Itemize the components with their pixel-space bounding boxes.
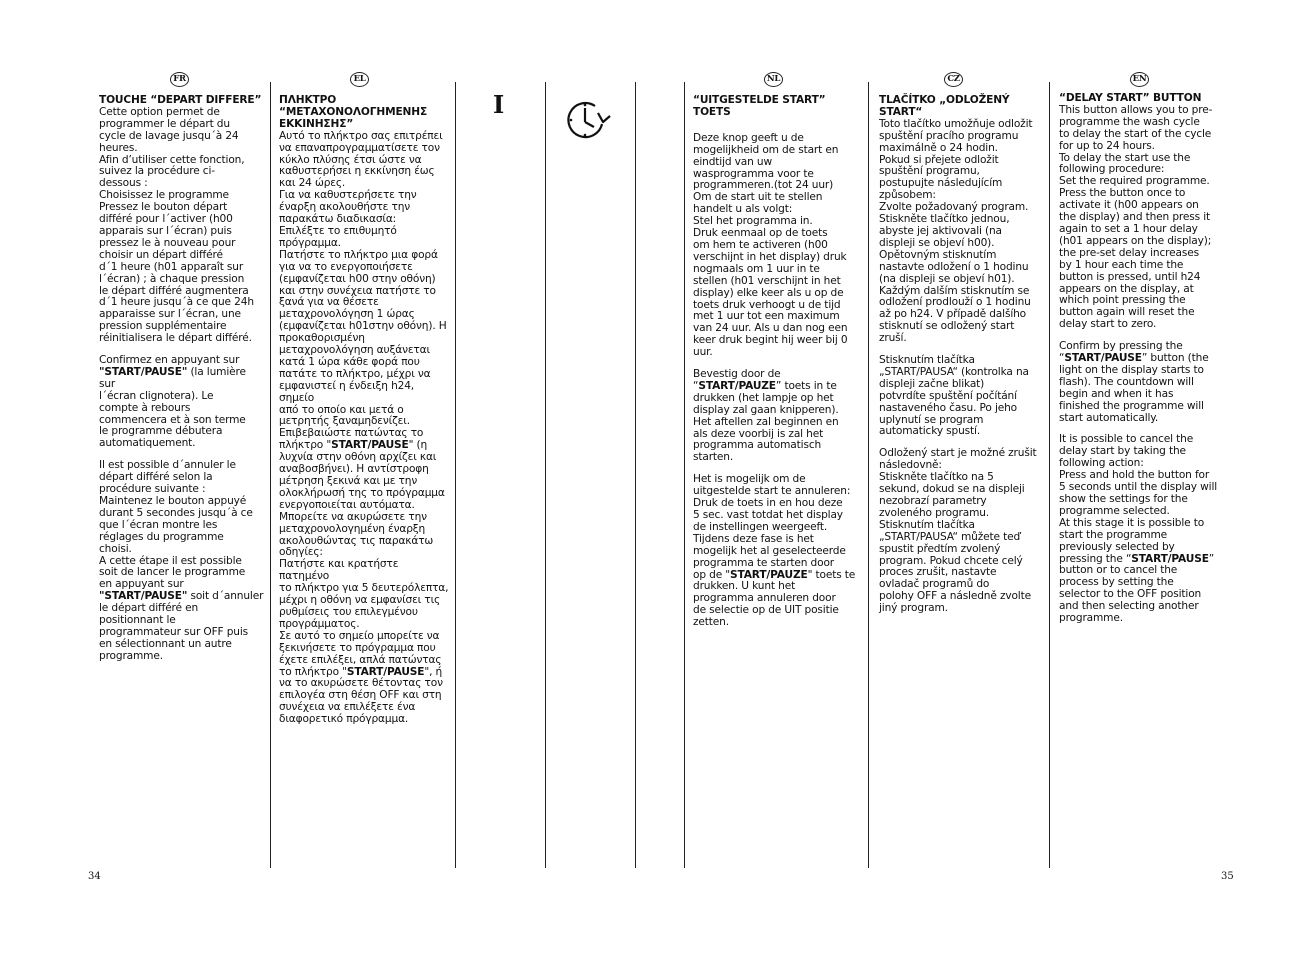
- heading-fr: TOUCHE “DEPART DIFFERE”: [99, 94, 262, 106]
- column-divider: [635, 82, 636, 868]
- paragraph: This button allows you to pre- programme the wash cycle to delay the start of the cycle for up to 24 hours. To delay the start use the following procedure: Set the required programme. Press the button once to activate it (h00 appears on the display) and then press it again to set a 1 hour delay (h01 appears on the display); the pre-set delay increases by 1 hour each time the button is pressed, until h24 appears on the display, at which point pressing the button again will reset the delay start to zero.: [1059, 103, 1213, 331]
- paragraph: Odložený start je možné zrušit následovně: Stiskněte tlačítko na 5 sekund, dokud se na displeji nezobrazí parametry zvoleného programu. Stisknutím tlačítka „START/PAUSA“ můžete teď spustit předtím zvolený program. Pokud chcete celý proces zrušit, nastavte ovladač programů do polohy OFF a následně zvolte jiný program.: [879, 447, 1037, 615]
- column-divider: [1049, 82, 1050, 868]
- column-nl: [693, 95, 863, 639]
- paragraph: Bevestig door de “START/PAUZE” toets in te drukken (het lampje op het display zal gaan knipperen). Het aftellen zal beginnen en als deze voorbij is zal het programma automatisch starten.: [693, 368, 839, 464]
- heading-el: ΠΛΗΚΤΡΟ “ΜΕΤΑΧΟΝΟΛΟΓΗΜΕΝΗΣ ΕΚΚΙΝΗΣΗΣ”: [279, 94, 428, 130]
- column-fr: [99, 95, 264, 673]
- column-divider: [545, 82, 546, 868]
- paragraph: Toto tlačítko umožňuje odložit spuštění pracího programu maximálně o 24 hodin. Pokud si přejete odložit spuštění programu, postupujte následujícím způsobem: Zvolte požadovaný program. Stiskněte tlačítko jednou, abyste jej aktivovali (na displeji se objeví h00). Opětovným stisknutím nastavte odložení o 1 hodinu (na displeji se objeví h01). Každým dalším stisknutím se odložení prodlouží o 1 hodinu až po h24. V případě dalšího stisknutí se odložený start zruší.: [879, 117, 1033, 345]
- heading-nl: “UITGESTELDE START” TOETS: [693, 94, 826, 118]
- heading-en: “DELAY START” BUTTON: [1059, 92, 1202, 104]
- delay-clock-icon: [565, 98, 613, 144]
- column-cz: [879, 95, 1045, 625]
- page-number-left: 34: [88, 871, 101, 882]
- paragraph: Stisknutím tlačítka „START/PAUSA“ (kontrolka na displeji začne blikat) potvrdíte spuštění počítání nastaveného času. Po jeho uplynutí se program automaticky spustí.: [879, 354, 1029, 438]
- paragraph: Confirmez en appuyant sur "START/PAUSE" (la lumière sur l´écran clignotera). Le compte à rebours commencera et à son terme le programme débutera automatiquement.: [99, 354, 246, 450]
- column-divider: [684, 82, 685, 868]
- paragraph: Il est possible d´annuler le départ différé selon la procédure suivante : Maintenez le bouton appuyé durant 5 secondes jusqu´à ce que l´écran montre les réglages du programme choisi. A cette étape il est possible soit de lancer le programme en appuyant sur "START/PAUSE" soit d´annuler le départ différé en positionnant le programmateur sur OFF puis en sélectionnant un autre programme.: [99, 459, 264, 662]
- paragraph: Αυτό το πλήκτρο σας επιτρέπει να επαναπρογραμματίσετε τον κύκλο πλύσης έτσι ώστε να καθυστερήσει η εκκίνηση έως και 24 ώρες. Για να καθυστερήσετε την έναρξη ακολουθήστε την παρακάτω διαδικασία: Επιλέξτε το επιθυμητό πρόγραμμα. Πατήστε το πλήκτρο μια φορά για να το ενεργοποιήσετε (εμφανίζεται h00 στην οθόνη) και στην συνέχεια πατήστε το ξανά για να θέσετε μεταχρονολόγηση 1 ώρας (εμφανίζεται h01στην οθόνη). Η προκαθορισμένη μεταχρονολόγηση αυξάνεται κατά 1 ώρα κάθε φορά που πατάτε το πλήκτρο, μέχρι να εμφανιστεί η ένδειξη h24, σημείο από το οποίο και μετά ο μετρητής ξαναμηδενίζει. Επιβεβαιώστε πατώντας το πλήκτρο "START/PAUSE" (η λυχνία στην οθόνη αρχίζει και αναβοσβήνει). Η αντίστροφη μέτρηση ξεκινά και με την ολοκλήρωσή της το πρόγραμμα ενεργοποιείται αυτόματα. Μπορείτε να ακυρώσετε την μεταχρονολογημένη έναρξη ακολουθώντας τις παρακάτω οδηγίες: Πατήστε και κρατήστε πατημένο το πλήκτρο για 5 δευτερόλεπτα, μέχρι η οθόνη να εμφανίσει τις ρυθμίσεις του επιλεγμένου προγράμματος. Σε αυτό το σημείο μπορείτε να ξεκινήσετε το πρόγραμμα που έχετε επιλέξει, απλά πατώντας το πλήκτρο "START/PAUSE", ή να το ακυρώσετε θέτοντας τον επιλογέα στη θέση OFF και στη συνέχεια να επιλέξετε ένα διαφορετικό πρόγραμμα.: [279, 129, 449, 726]
- heading-cz: TLAČÍTKO „ODLOŽENÝ START“: [879, 94, 1010, 118]
- language-badge-el: EL: [350, 72, 369, 87]
- column-divider: [270, 82, 271, 868]
- language-badge-fr: FR: [170, 72, 189, 87]
- column-en: [1059, 93, 1227, 635]
- language-badge-nl: NL: [764, 72, 783, 87]
- column-el: [279, 95, 449, 736]
- paragraph: Cette option permet de programmer le départ du cycle de lavage jusqu´à 24 heures. Afin d’utiliser cette fonction, suivez la procédure ci- dessous : Choisissez le programme Pressez le bouton départ différé pour l´activer (h00 apparais sur l´écran) puis pressez le à nouveau pour choisir un départ différé d´1 heure (h01 apparaît sur l´écran) ; à chaque pression le départ différé augmentera d´1 heure jusqu´à ce que 24h apparaisse sur l´écran, une pression supplémentaire réinitialisera le départ différé.: [99, 105, 254, 345]
- section-numeral: I: [493, 90, 505, 119]
- column-divider: [868, 82, 869, 868]
- paragraph: Het is mogelijk om de uitgestelde start te annuleren: Druk de toets in en hou deze 5 sec. vast totdat het display de instellingen weergeeft. Tijdens deze fase is het mogelijk het al geselecteerde programma te starten door op de "START/PAUZE" toets te drukken. U kunt het programma annuleren door de selectie op de UIT positie zetten.: [693, 473, 856, 629]
- language-badge-en: EN: [1130, 72, 1149, 87]
- page-number-right: 35: [1221, 871, 1234, 882]
- language-badge-cz: CZ: [944, 72, 963, 87]
- paragraph: It is possible to cancel the delay start by taking the following action: Press and hold the button for 5 seconds until the display will show the settings for the programme selected. At this stage it is possible to start the programme previously selected by pressing the “START/PAUSE” button or to cancel the process by setting the selector to the OFF position and then selecting another programme.: [1059, 433, 1218, 625]
- column-divider: [455, 82, 456, 868]
- paragraph: Confirm by pressing the “START/PAUSE” button (the light on the display starts to flash). The countdown will begin and when it has finished the programme will start automatically.: [1059, 340, 1209, 424]
- paragraph: Deze knop geeft u de mogelijkheid om de start en eindtijd van uw wasprogramma voor te programmeren.(tot 24 uur) Om de start uit te stellen handelt u als volgt: Stel het programma in. Druk eenmaal op de toets om hem te activeren (h00 verschijnt in het display) druk nogmaals om 1 uur in te stellen (h01 verschijnt in het display) elke keer als u op de toets druk verhoogt u de tijd met 1 uur tot een maximum van 24 uur. Als u dan nog een keer druk begint hij weer bij 0 uur.: [693, 131, 848, 359]
